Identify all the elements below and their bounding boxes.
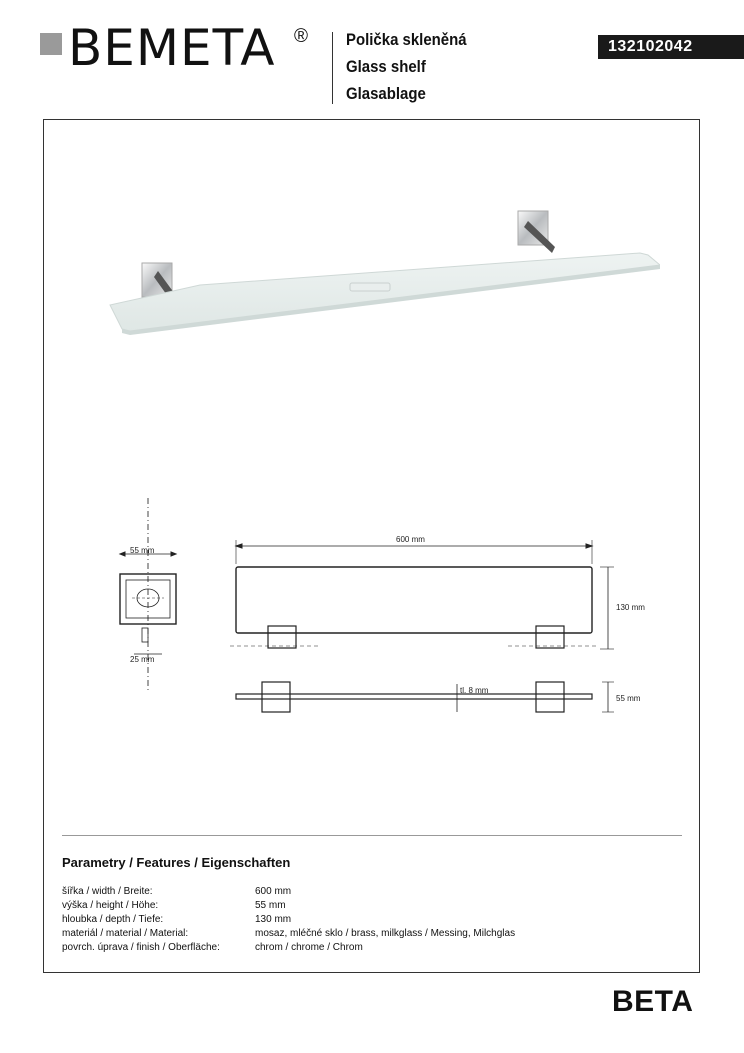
logo-square-mark <box>40 33 62 55</box>
feature-row-material <box>62 926 662 941</box>
dim-top-width: 600 mm <box>396 535 425 544</box>
dim-top-depth: 130 mm <box>616 603 645 612</box>
features-heading: Parametry / Features / Eigenschaften <box>62 855 291 870</box>
title-german: Glasablage <box>346 84 426 103</box>
product-code-badge: 132102042 <box>598 35 744 59</box>
header-divider <box>332 32 333 104</box>
feature-value: chrom / chrome / Chrom <box>255 942 363 953</box>
feature-row-depth <box>62 912 662 927</box>
product-photo <box>100 205 660 405</box>
feature-label: materiál / material / Material: <box>62 928 189 939</box>
registered-mark: ® <box>294 26 308 47</box>
feature-row-finish <box>62 940 662 955</box>
side-view <box>236 682 614 712</box>
series-name: BETA <box>612 985 694 1018</box>
features-divider <box>62 835 682 836</box>
feature-value: 130 mm <box>255 914 292 925</box>
dim-side-height: 55 mm <box>616 694 641 703</box>
glass-panel <box>110 253 660 331</box>
feature-label: hloubka / depth / Tiefe: <box>62 914 164 925</box>
feature-value: mosaz, mléčné sklo / brass, milkglass / Messing, Milchglas <box>255 928 516 939</box>
feature-row-width <box>62 884 662 899</box>
dim-front-width: 55 mm <box>130 546 155 555</box>
dim-side-thickness: tl. 8 mm <box>460 686 489 695</box>
brand-name: BEMETA <box>68 19 276 77</box>
right-bracket <box>518 211 555 253</box>
feature-label: povrch. úprava / finish / Oberfläche: <box>62 942 220 953</box>
dim-front-bottom: 25 mm <box>130 655 155 664</box>
feature-label: výška / height / Höhe: <box>62 900 159 911</box>
feature-label: šířka / width / Breite: <box>62 886 153 897</box>
title-english: Glass shelf <box>346 57 426 76</box>
feature-value: 600 mm <box>255 886 292 897</box>
title-czech: Polička skleněná <box>346 30 467 49</box>
brand-logo <box>40 19 330 78</box>
feature-value: 55 mm <box>255 900 286 911</box>
glass-logo-plate <box>350 283 390 291</box>
technical-drawings <box>90 490 660 730</box>
top-view <box>230 540 614 649</box>
feature-row-height <box>62 898 662 913</box>
